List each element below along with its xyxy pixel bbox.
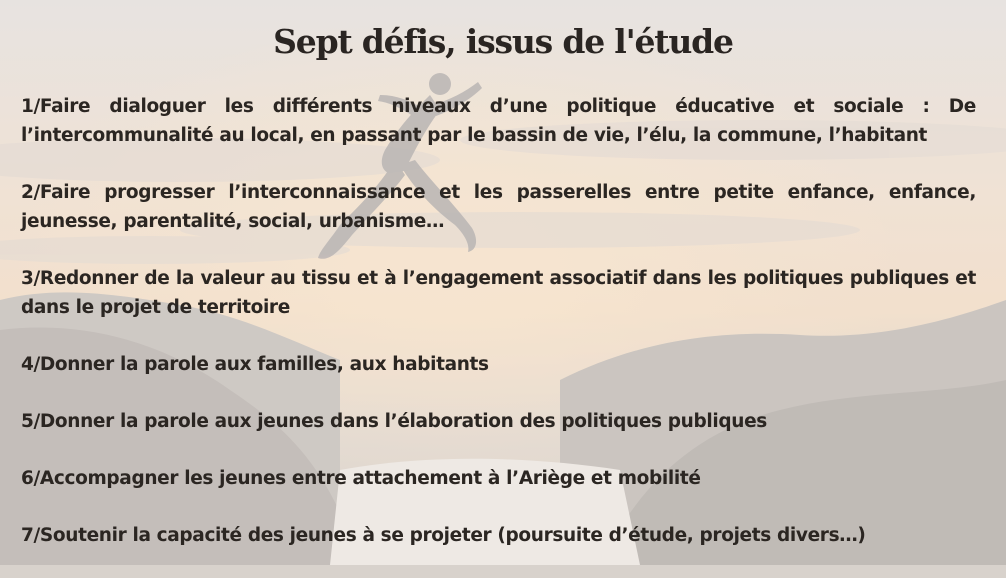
challenge-item-5: 5/Donner la parole aux jeunes dans l’élaboration des politiques publiques	[21, 411, 767, 432]
challenge-item-4: 4/Donner la parole aux familles, aux habitants	[21, 354, 489, 375]
challenge-list	[21, 92, 976, 578]
challenge-item-6: 6/Accompagner les jeunes entre attachement à l’Ariège et mobilité	[21, 468, 701, 489]
challenge-item-1: 1/Faire dialoguer les différents niveaux d’une politique éducative et sociale : De l’intercommunalité au local, en passant par le bassin de vie, l’élu, la commune, l’habitant	[21, 96, 976, 146]
challenge-item-2: 2/Faire progresser l’interconnaissance et les passerelles entre petite enfance, enfance, jeunesse, parentalité, social, urbanisme…	[21, 182, 976, 232]
challenge-item-7: 7/Soutenir la capacité des jeunes à se projeter (poursuite d’étude, projets divers…)	[21, 525, 866, 546]
challenge-item-3: 3/Redonner de la valeur au tissu et à l’engagement associatif dans les politiques publiques et dans le projet de territoire	[21, 268, 976, 318]
slide-title: Sept défis, issus de l'étude	[273, 22, 733, 61]
